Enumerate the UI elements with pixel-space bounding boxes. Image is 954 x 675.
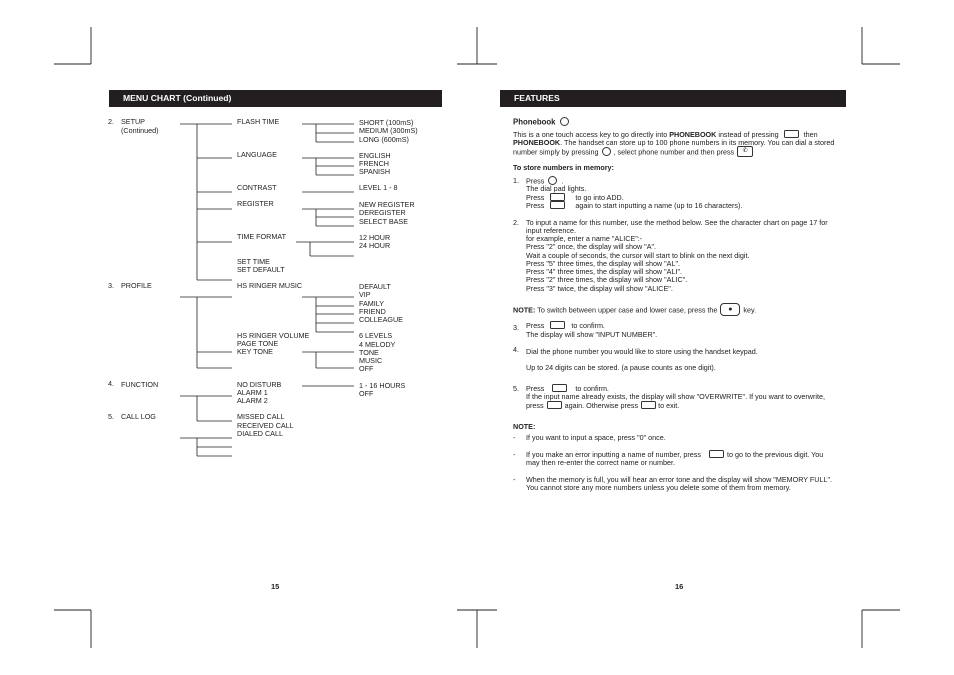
intro2-text: . The handset can store up to 100 phone numbers in its memory. You can dial a stored (560, 138, 835, 147)
note1-key-text: key. (743, 305, 757, 315)
option-6-levels: 6 LEVELS (359, 331, 393, 340)
step5-press: Press (526, 384, 545, 393)
option-hours: 1 - 16 HOURS (359, 381, 406, 390)
menu-set-default: SET DEFAULT (237, 265, 285, 274)
step1-l3-press: Press (526, 193, 545, 202)
step2-line-5: Wait a couple of seconds, the cursor will start to blink on the next digit. (526, 251, 750, 260)
intro-text-a: This is a one touch access key to go directly into (513, 130, 670, 139)
option-12-hour: 12 HOUR (359, 233, 391, 242)
bullet-1-mark: - (513, 433, 516, 442)
option-new-register: NEW REGISTER (359, 200, 415, 209)
step3-line-2: The display will show "INPUT NUMBER". (526, 330, 658, 339)
step1-l4-text: again to start inputting a name (up to 16 characters). (575, 201, 743, 210)
bullet-3-line-2: You cannot store any more numbers unless you delete some of them from memory. (526, 483, 791, 492)
bullet-3-mark: - (513, 475, 516, 484)
clear-key-icon (641, 401, 656, 409)
step2-line-8: Press "2" three times, the display will show "ALIC". (526, 275, 688, 284)
option-music: MUSIC (359, 356, 383, 365)
step1-l3-text: to go into ADD. (575, 193, 624, 202)
bullet2-a: If you make an error inputting a name of number, press (526, 450, 701, 459)
option-family: FAMILY (359, 299, 385, 308)
page-number-left: 15 (271, 582, 280, 591)
section-num-profile: 3. (108, 281, 114, 290)
section-num-calllog: 5. (108, 412, 114, 421)
crop-marks (54, 27, 900, 648)
intro2-phonebook-bold: PHONEBOOK (513, 138, 561, 147)
option-medium: MEDIUM (300mS) (359, 126, 418, 135)
intro-text-b: instead of pressing (716, 130, 781, 139)
menu-language: LANGUAGE (237, 150, 277, 159)
step1-dot: . (561, 176, 564, 186)
menu-register: REGISTER (237, 199, 274, 208)
menu-missed-call: MISSED CALL (237, 412, 285, 421)
section-num-function: 4. (108, 379, 114, 388)
step1-press: Press (526, 176, 545, 186)
step3-press: Press (526, 321, 545, 330)
intro-phonebook-bold: PHONEBOOK (669, 130, 717, 139)
option-long: LONG (600mS) (359, 135, 409, 144)
option-deregister: DEREGISTER (359, 208, 406, 217)
intro3-text-b: , select phone number and then press (613, 147, 735, 157)
step5-line-3 (526, 402, 679, 411)
left-section-header: MENU CHART (Continued) (109, 90, 442, 107)
section-calllog: CALL LOG (121, 412, 156, 421)
step2-line-9: Press "3" twice, the display will show "ALICE". (526, 284, 673, 293)
section-profile: PROFILE (121, 281, 152, 290)
step4-line-1: Dial the phone number you would like to store using the handset keypad. (526, 347, 758, 356)
intro-line-3 (513, 147, 753, 158)
step3-text: to confirm. (571, 321, 605, 330)
step4-line-2: Up to 24 digits can be stored. (a pause counts as one digit). (526, 363, 716, 372)
menu-key-icon-6 (547, 401, 562, 409)
section-setup: SETUP (121, 117, 145, 126)
case-key-icon: ● (720, 303, 740, 316)
section-num-setup: 2. (108, 117, 114, 126)
bullet-3-line-1: When the memory is full, you will hear an error tone and the display will show "MEMORY FULL". (526, 475, 833, 484)
menu-time-format: TIME FORMAT (237, 232, 286, 241)
menu-key-tone: KEY TONE (237, 347, 273, 356)
menu-alarm1: ALARM 1 (237, 388, 268, 397)
menu-hs-ringer-music: HS RINGER MUSIC (237, 281, 303, 290)
section-setup-continued: (Continued) (121, 126, 159, 135)
intro3-text-a: number simply by pressing (513, 147, 601, 157)
step5-l3-press: press (526, 401, 544, 410)
option-friend: FRIEND (359, 307, 386, 316)
note1-label: NOTE: (513, 305, 536, 315)
menu-hs-ringer-volume: HS RINGER VOLUME (237, 331, 310, 340)
phonebook-title (513, 118, 571, 127)
step2-line-4: Press "2" once, the display will show "A". (526, 242, 657, 251)
section-function: FUNCTION (121, 380, 159, 389)
option-vip: VIP (359, 290, 371, 299)
option-default: DEFAULT (359, 282, 391, 291)
menu-no-disturb: NO DISTURB (237, 380, 282, 389)
step5-l3-b: to exit. (658, 401, 680, 410)
clear-key-icon-2 (709, 450, 724, 458)
menu-key-icon-2 (550, 193, 565, 201)
right-section-header: FEATURES (500, 90, 846, 107)
option-4-melody: 4 MELODY (359, 340, 396, 349)
step2-line-6: Press "5" three times, the display will show "AL". (526, 259, 681, 268)
intro-text-c: then (801, 130, 818, 139)
step4-num: 4. (513, 345, 519, 354)
step5-num: 5. (513, 384, 519, 393)
option-french: FRENCH (359, 159, 389, 168)
step5-l3-a: again. Otherwise press (564, 401, 639, 410)
phonebook-key-icon-2 (602, 147, 611, 156)
option-select-base: SELECT BASE (359, 217, 409, 226)
menu-set-time: SET TIME (237, 257, 270, 266)
bullet-2-mark: - (513, 450, 516, 459)
option-off-2: OFF (359, 389, 374, 398)
option-colleague: COLLEAGUE (359, 315, 403, 324)
talk-key-icon: ✆ (737, 146, 753, 157)
menu-key-icon (784, 130, 799, 138)
menu-key-icon-3 (550, 201, 565, 209)
bullet-1-text: If you want to input a space, press "0" once. (526, 433, 666, 442)
note2-label: NOTE: (513, 422, 536, 431)
note1 (513, 304, 756, 317)
step2-line-1: To input a name for this number, use the method below. See the character chart on page 17 for (526, 218, 828, 227)
step5-text: to confirm. (575, 384, 609, 393)
step2-line-2: input reference. (526, 226, 576, 235)
option-off: OFF (359, 364, 374, 373)
step1-l4-press: Press (526, 201, 545, 210)
option-level: LEVEL 1 - 8 (359, 183, 398, 192)
menu-dialed-call: DIALED CALL (237, 429, 283, 438)
menu-alarm2: ALARM 2 (237, 396, 268, 405)
step1-line-4 (526, 202, 742, 211)
menu-received-call: RECEIVED CALL (237, 421, 294, 430)
menu-flash-time: FLASH TIME (237, 117, 280, 126)
option-english: ENGLISH (359, 151, 391, 160)
step2-num: 2. (513, 218, 519, 227)
bullet-2-line-2: may then re-enter the correct name or number. (526, 458, 676, 467)
option-spanish: SPANISH (359, 167, 391, 176)
option-24-hour: 24 HOUR (359, 241, 391, 250)
note1-text: To switch between upper case and lower case, press the (535, 305, 718, 315)
menu-page-tone: PAGE TONE (237, 339, 279, 348)
phonebook-key-icon (560, 117, 569, 126)
step1-num: 1. (513, 176, 519, 185)
option-short: SHORT (100mS) (359, 118, 414, 127)
step3-num: 3. (513, 323, 519, 332)
menu-key-icon-4 (550, 321, 565, 329)
store-title: To store numbers in memory: (513, 163, 614, 172)
bullet2-b: to go to the previous digit. You (727, 450, 824, 459)
phonebook-title-text: Phonebook (513, 117, 556, 127)
page-number-right: 16 (675, 582, 684, 591)
step2-line-7: Press "4" three times, the display will show "ALI". (526, 267, 683, 276)
option-tone: TONE (359, 348, 379, 357)
step1-line-2: The dial pad lights. (526, 184, 587, 193)
step2-line-3: for example, enter a name "ALICE":- (526, 234, 643, 243)
step5-line-2: If the input name already exists, the display will show "OVERWRITE". If you want to overwrite, (526, 392, 825, 401)
menu-contrast: CONTRAST (237, 183, 277, 192)
menu-key-icon-5 (552, 384, 567, 392)
